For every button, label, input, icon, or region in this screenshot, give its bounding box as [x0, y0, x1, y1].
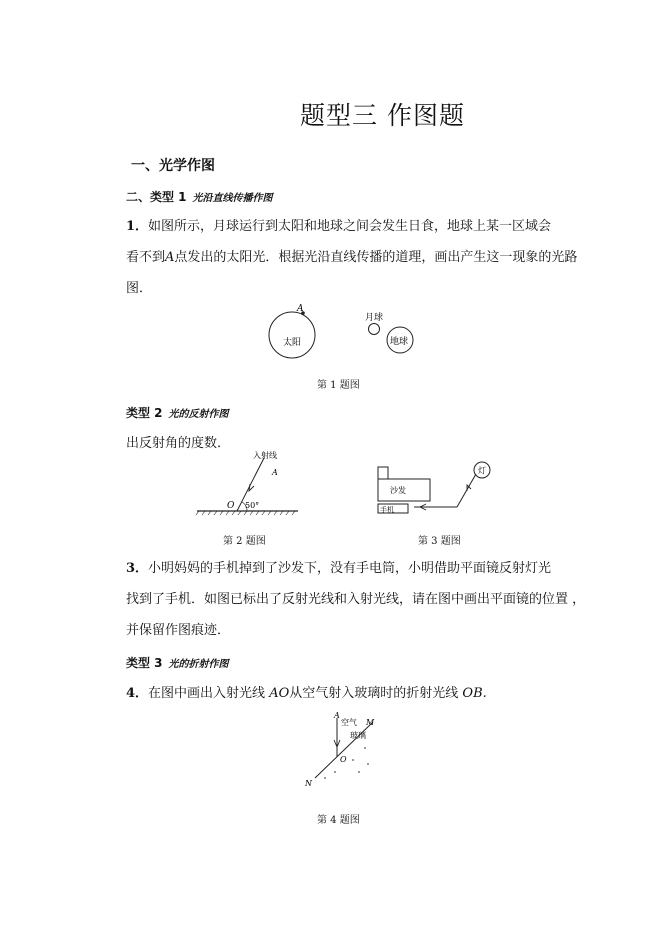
fig3-label-phone: 手机 — [380, 506, 394, 514]
q1-number: 1． — [126, 219, 149, 234]
fig2-label-a: A — [272, 468, 278, 477]
type1-subtitle: 光沿直线传播作图 — [192, 193, 273, 204]
type3-heading: 类型 3 光的折射作图 — [126, 656, 229, 670]
fig1-label-moon: 月球 — [365, 313, 384, 323]
q1-line1: 1．如图所示，月球运行到太阳和地球之间会发生日食，地球上某一区域会 — [126, 219, 552, 234]
figure-2-reflection — [195, 450, 305, 520]
fig4-label-m: M — [366, 718, 375, 727]
figure-1-caption: 第 1 题图 — [317, 380, 360, 391]
fig2-label-o: O — [227, 501, 235, 511]
q1-line2: 看不到A点发出的太阳光．根据光沿直线传播的道理，画出产生这一现象的光路 — [126, 250, 578, 265]
q2-text: 出反射角的度数． — [126, 436, 231, 451]
fig4-label-a: A — [334, 711, 340, 720]
fig2-label-incident: 入射线 — [253, 451, 277, 460]
sofa-arm — [378, 467, 388, 479]
moon-circle — [369, 324, 380, 335]
fig4-label-o: O — [340, 755, 347, 764]
figure-3-caption: 第 3 题图 — [418, 536, 461, 547]
type2-heading: 类型 2 光的反射作图 — [126, 406, 229, 420]
figure-4-caption: 第 4 题图 — [317, 815, 360, 826]
fig1-label-earth: 地球 — [390, 337, 409, 347]
fig3-label-lamp: 灯 — [478, 466, 486, 475]
q1-text — [126, 211, 577, 304]
type1-heading — [126, 188, 273, 205]
fig4-label-air: 空气 — [341, 718, 357, 727]
mirror-hatch — [196, 511, 295, 515]
q3-line2: 找到了手机．如图已标出了反射光线和入射光线，请在图中画出平面镜的位置 ， — [126, 592, 586, 607]
fig1-label-a: A — [297, 304, 304, 314]
figure-1-sun-moon-earth — [260, 300, 440, 364]
type1-label: 二、类型 1 — [126, 190, 187, 204]
figure-2-caption: 第 2 题图 — [223, 536, 266, 547]
section-heading-optics: 一、光学作图 — [131, 158, 215, 174]
fig4-label-n: N — [305, 779, 312, 788]
fig1-label-sun: 太阳 — [283, 338, 302, 348]
fig2-label-angle: 50° — [245, 501, 260, 510]
q4-text: 4．在图中画出入射光线 AO从空气射入玻璃时的折射光线 OB. — [126, 686, 487, 701]
incident-arrow — [249, 484, 254, 491]
fig4-label-glass: 玻璃 — [350, 731, 366, 740]
incident-ray-lamp — [457, 474, 476, 507]
sun-circle — [269, 312, 315, 358]
q1-line3: 图． — [126, 281, 153, 296]
figure-4-refraction — [295, 710, 385, 790]
q3-line1: 3．小明妈妈的手机掉到了沙发下，没有手电筒，小明借助平面镜反射灯光 — [126, 561, 552, 576]
q3-text — [126, 553, 585, 646]
figure-3-sofa-phone — [372, 457, 498, 519]
q3-line3: 并保留作图痕迹． — [126, 623, 231, 638]
page-title: 题型三 作图题 — [300, 101, 465, 130]
fig3-label-sofa: 沙发 — [390, 486, 406, 495]
